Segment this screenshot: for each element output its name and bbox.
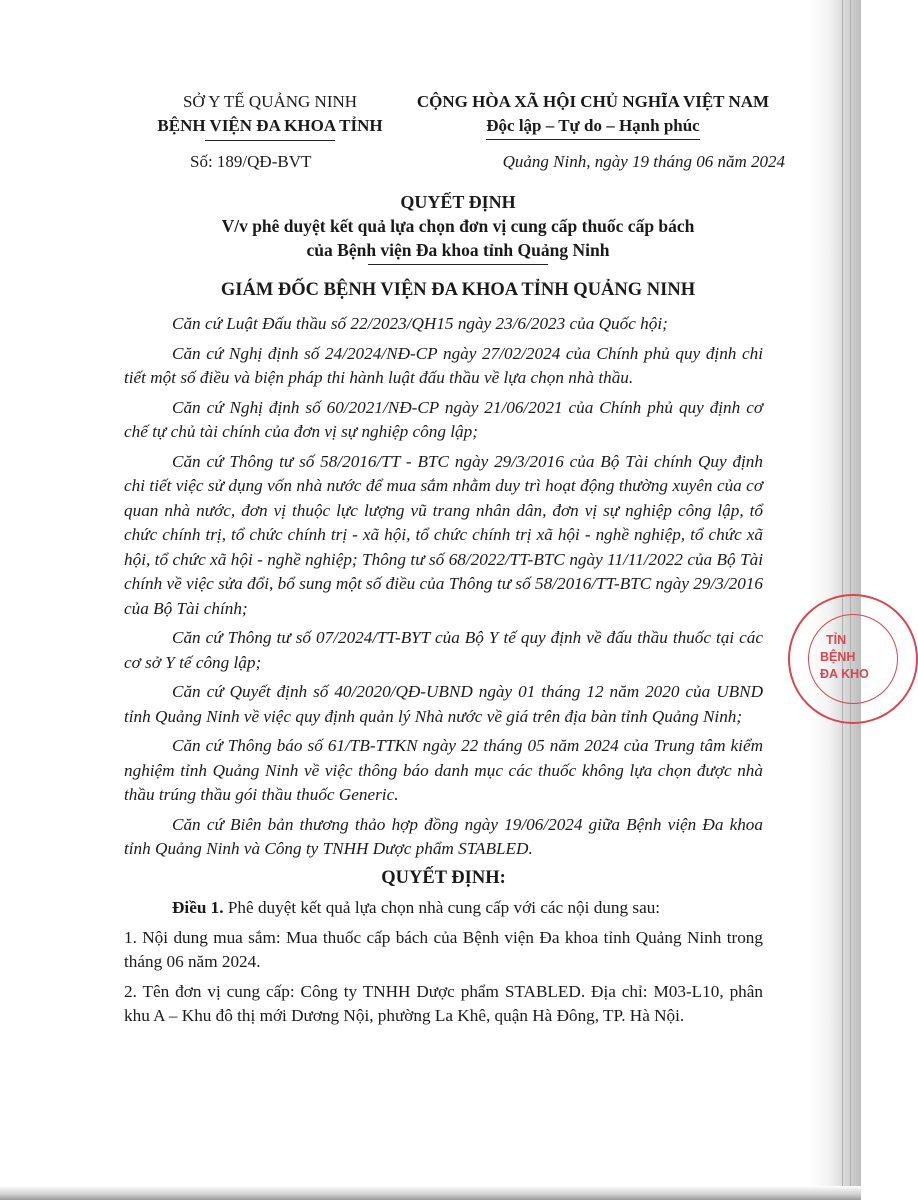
document-body	[124, 312, 763, 1034]
title-underline	[368, 264, 548, 265]
article-1	[124, 896, 763, 921]
decision-heading: QUYẾT ĐỊNH:	[381, 867, 506, 888]
legal-basis: Căn cứ Thông tư số 07/2024/TT-BYT của Bộ Y tế quy định về đấu thầu thuốc tại các cơ sở Y tế công lập;	[124, 628, 763, 672]
hospital-name: BỆNH VIỆN ĐA KHOA TỈNH	[157, 116, 383, 135]
title-main: QUYẾT ĐỊNH	[400, 192, 516, 212]
decision-title	[120, 190, 796, 265]
document-number: Số: 189/QĐ-BVT	[190, 152, 312, 171]
legal-basis: Căn cứ Quyết định số 40/2020/QĐ-UBND ngày 01 tháng 12 năm 2020 của UBND tỉnh Quảng Ninh về việc quy định quản lý Nhà nước về giá trên địa bàn tỉnh Quảng Ninh;	[124, 682, 763, 726]
seal-text-line: BỆNH	[820, 650, 856, 664]
legal-basis: Căn cứ Nghị định số 60/2021/NĐ-CP ngày 21/06/2021 của Chính phủ quy định cơ chế tự chủ tài chính của đơn vị sự nghiệp công lập;	[124, 397, 763, 441]
legal-basis: Căn cứ Luật Đấu thầu số 22/2023/QH15 ngày 23/6/2023 của Quốc hội;	[172, 314, 668, 333]
legal-basis: Căn cứ Nghị định số 24/2024/NĐ-CP ngày 27/02/2024 của Chính phủ quy định chi tiết một số điều và biện pháp thi hành luật đấu thầu về lựa chọn nhà thầu.	[124, 343, 763, 387]
seal-text	[820, 632, 869, 683]
seal-text-line: TỈN	[826, 633, 847, 647]
country-name: CỘNG HÒA XÃ HỘI CHỦ NGHĨA VIỆT NAM	[416, 92, 770, 111]
director-heading: GIÁM ĐỐC BỆNH VIỆN ĐA KHOA TỈNH QUẢNG NINH	[220, 280, 696, 300]
article-1-text: Phê duyệt kết quả lựa chọn nhà cung cấp với các nội dung sau:	[223, 898, 661, 917]
department-name: SỞ Y TẾ QUẢNG NINH	[182, 92, 358, 111]
legal-basis: Căn cứ Thông báo số 61/TB-TTKN ngày 22 tháng 05 năm 2024 của Trung tâm kiểm nghiệm tỉnh Quảng Ninh về việc thông báo danh mục các thuốc không lựa chọn được nhà thầu trúng thầu gói thầu thuốc Generic.	[124, 736, 763, 804]
article-1-label: Điều 1.	[172, 898, 224, 917]
national-heading	[392, 90, 794, 140]
legal-basis: Căn cứ Thông tư số 58/2016/TT - BTC ngày 29/3/2016 của Bộ Tài chính Quy định chi tiết việc sử dụng vốn nhà nước để mua sắm nhằm duy trì hoạt động thường xuyên của cơ quan nhà nước, đơn vị thuộc lực lượng vũ trang nhân dân, đơn vị sự nghiệp công lập, tổ chức chính trị, tổ chức chính trị - xã hội, tổ chức chính trị xã hội - nghề nghiệp, tổ chức xã hội, tổ chức xã hội - nghề nghiệp; Thông tư số 68/2022/TT-BTC ngày 11/11/2022 của Bộ Tài chính về việc sửa đổi, bổ sung một số điều của Thông tư số 58/2016/TT-BTC ngày 29/3/2016 của Bộ Tài chính;	[124, 451, 763, 618]
issuer-underline	[205, 140, 335, 141]
legal-basis: Căn cứ Biên bản thương thảo hợp đồng ngày 19/06/2024 giữa Bệnh viện Đa khoa tỉnh Quảng Ninh và Công ty TNHH Dược phẩm STABLED.	[124, 814, 763, 858]
article-item: 2. Tên đơn vị cung cấp: Công ty TNHH Dược phẩm STABLED. Địa chỉ: M03-L10, phân khu A – Khu đô thị mới Dương Nội, phường La Khê, quận Hà Đông, TP. Hà Nội.	[124, 981, 763, 1025]
article-item: 1. Nội dung mua sắm: Mua thuốc cấp bách của Bệnh viện Đa khoa tỉnh Quảng Ninh trong tháng 06 năm 2024.	[124, 927, 763, 971]
issuer-block	[120, 90, 420, 141]
national-motto: Độc lập – Tự do – Hạnh phúc	[486, 114, 699, 140]
title-subject-line1: V/v phê duyệt kết quả lựa chọn đơn vị cung cấp thuốc cấp bách	[221, 216, 695, 236]
seal-text-line: ĐA KHO	[820, 667, 869, 681]
title-subject-line2: của Bệnh viện Đa khoa tỉnh Quảng Ninh	[306, 240, 610, 260]
place-date: Quảng Ninh, ngày 19 tháng 06 năm 2024	[502, 152, 785, 171]
red-seal-stamp	[788, 594, 918, 724]
